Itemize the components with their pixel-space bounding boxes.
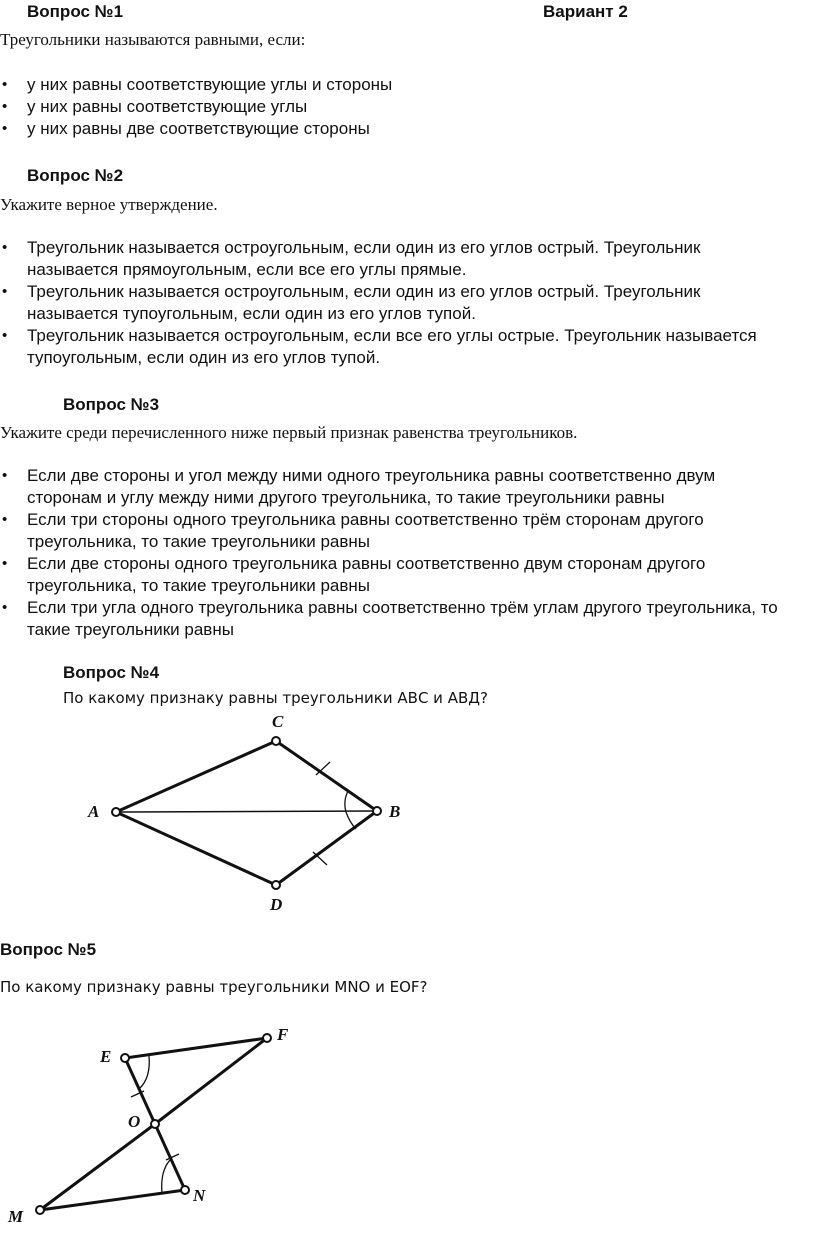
label-e: E: [100, 1047, 112, 1066]
point-b: [373, 807, 381, 815]
question-4-title: Вопрос №4: [63, 663, 160, 682]
answer-option[interactable]: • у них равны соответствующие углы: [0, 96, 780, 118]
question-1-options: [0, 74, 780, 140]
variant-label: Вариант 2: [543, 2, 628, 21]
label-b: B: [389, 802, 401, 821]
answer-option[interactable]: • Треугольник называется остроугольным, если все его углы острые. Треугольник называется тупоугольным, если один из его углов тупой.: [0, 325, 790, 369]
question-2-options: [0, 237, 790, 369]
question-5-prompt: По какому признаку равны треугольники MNO и EOF?: [0, 978, 428, 996]
answer-option[interactable]: • Треугольник называется остроугольным, если один из его углов острый. Треугольник называется тупоугольным, если один из его углов тупой.: [0, 281, 790, 325]
question-3-options: [0, 465, 790, 641]
segment-ad: [116, 812, 276, 885]
point-o: [151, 1120, 159, 1128]
label-a: A: [88, 802, 100, 821]
point-m: [36, 1206, 44, 1214]
answer-option[interactable]: • Треугольник называется остроугольным, если один из его углов острый. Треугольник называется прямоугольным, если все его углы прямые.: [0, 237, 790, 281]
question-2-title: Вопрос №2: [27, 166, 124, 185]
segment-on: [155, 1124, 185, 1190]
triangles-mno-eof-figure: [0, 1015, 816, 1245]
triangles-abc-abd-figure: [0, 700, 816, 930]
question-1-prompt: Треугольники называются равными, если:: [0, 30, 306, 49]
angle-arc-cba: [345, 791, 348, 812]
angle-arc-n: [162, 1159, 171, 1193]
answer-option[interactable]: • у них равны соответствующие углы и стороны: [0, 74, 780, 96]
point-n: [181, 1186, 189, 1194]
angle-arc-dba: [346, 812, 356, 829]
point-d: [272, 881, 280, 889]
answer-option[interactable]: • Если три стороны одного треугольника равны соответственно трём сторонам другого треугольника, то такие треугольники равны: [0, 509, 790, 553]
segment-db: [276, 811, 377, 885]
label-n: N: [193, 1186, 206, 1205]
label-d: D: [270, 895, 283, 914]
question-3-prompt: Укажите среди перечисленного ниже первый признак равенства треугольников.: [0, 423, 578, 442]
angle-arc-e: [139, 1056, 149, 1089]
label-c: C: [272, 712, 284, 731]
segment-ac: [116, 741, 276, 812]
question-3-title: Вопрос №3: [63, 395, 160, 414]
point-e: [121, 1054, 129, 1062]
answer-option[interactable]: • Если две стороны и угол между ними одного треугольника равны соответственно двум сторонам и углу между ними другого треугольника, то такие треугольники равны: [0, 465, 790, 509]
answer-option[interactable]: • Если две стороны одного треугольника равны соответственно двум сторонам другого треугольника, то такие треугольники равны: [0, 553, 790, 597]
point-a: [112, 808, 120, 816]
answer-option[interactable]: • у них равны две соответствующие стороны: [0, 118, 780, 140]
answer-option[interactable]: • Если три угла одного треугольника равны соответственно трём углам другого треугольника, то такие треугольники равны: [0, 597, 790, 641]
question-2-prompt: Укажите верное утверждение.: [0, 195, 218, 214]
segment-ab: [116, 811, 377, 812]
point-c: [272, 737, 280, 745]
question-5-title: Вопрос №5: [0, 940, 97, 959]
segment-cb: [276, 741, 377, 811]
question-4-prompt: По какому признаку равны треугольники АВС и АВД?: [63, 689, 488, 707]
label-o: O: [128, 1112, 141, 1131]
question-1-title: Вопрос №1: [27, 2, 124, 21]
label-f: F: [277, 1025, 289, 1044]
label-m: M: [8, 1207, 24, 1226]
point-f: [263, 1034, 271, 1042]
